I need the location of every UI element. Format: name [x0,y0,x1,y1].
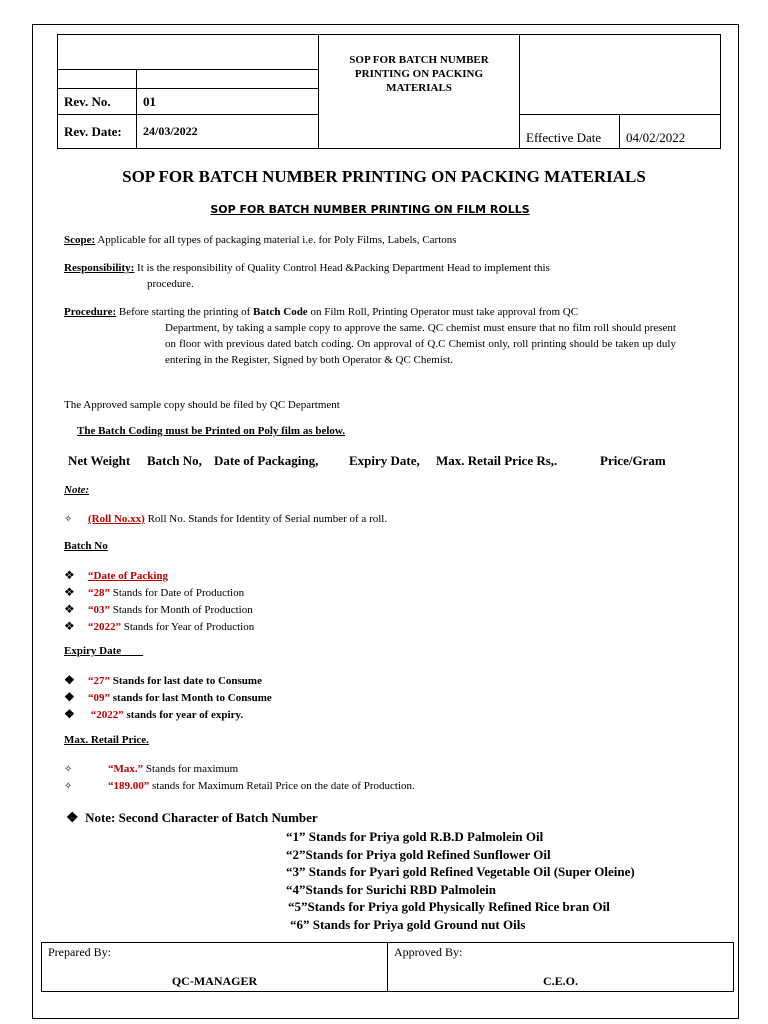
effective-date-value: 04/02/2022 [620,115,721,149]
list-item [64,601,254,618]
field-expiry-date: Expiry Date, [349,453,420,468]
list-item [64,778,415,795]
list-item: “1” Stands for Priya gold R.B.D Palmolein Oil [286,829,544,844]
expiry-code: “09” [88,692,110,704]
list-item [64,618,254,635]
batch-code: “Date of Packing [88,570,169,582]
responsibility-text: It is the responsibility of Quality Control Head &Packing Department Head to implement this [134,262,550,274]
roll-text: Roll No. Stands for Identity of Serial number of a roll. [144,513,388,525]
batch-no-list [64,567,254,635]
roll-code: (Roll No.xx) [88,513,145,525]
list-item [64,584,254,601]
mrp-code: “189.00” [108,780,150,792]
list-item [64,672,272,689]
prepared-by-name: QC-MANAGER [171,974,258,988]
batch-code: “2022” [88,621,121,633]
star-bullet-icon: ✧ [64,514,73,525]
second-char-note [66,810,318,827]
expiry-text: stands for year of expiry. [123,709,244,721]
field-date-packaging: Date of Packaging, [214,453,319,468]
procedure-rest: Department, by taking a sample copy to approve the same. QC chemist must ensure that no film roll should present on floor with previous dated batch coding. On approval of Q.C Chemist only, roll printing should be taken up duly entering in the Register, Signed by both Operator & QC Chemist. [165,322,676,366]
list-item: “6” Stands for Priya gold Ground nut Oils [290,916,526,932]
responsibility-label: Responsibility: [64,262,135,274]
list-item [64,761,415,778]
list-item [64,706,272,723]
header-blank-right [520,35,721,115]
mrp-list [64,761,415,795]
expiry-code: “27” [88,675,110,687]
roll-note [64,511,387,528]
list-item [64,689,272,706]
mrp-text: Stands for maximum [143,763,239,775]
batch-text: Stands for Month of Production [110,604,253,616]
sub-title: SOP FOR BATCH NUMBER PRINTING ON FILM ROLLS [210,203,530,216]
expiry-code: “2022” [90,709,124,721]
mrp-heading: Max. Retail Price. [64,734,149,746]
diamond-bullet-icon: ❖ [66,811,79,826]
footer-table [41,942,734,992]
rev-no-label: Rev. No. [58,89,137,115]
batch-no-heading: Batch No [64,540,108,552]
rev-date-label: Rev. Date: [58,115,137,149]
batch-text: Stands for Year of Production [121,621,255,633]
diamond-bullet-icon: ❖ [64,568,75,582]
procedure-bold: Batch Code [253,306,308,318]
procedure-pre: Before starting the printing of [116,306,253,318]
responsibility-paragraph [64,260,676,292]
expiry-heading [64,645,143,657]
star-bullet-icon: ✧ [64,781,73,792]
list-item: “2”Stands for Priya gold Refined Sunflower Oil [286,846,551,862]
procedure-label: Procedure: [64,306,117,318]
approved-by-label: Approved By: [394,945,463,959]
rev-date-value: 24/03/2022 [137,115,319,149]
mrp-code: “Max.” [108,763,144,775]
list-item [64,567,254,584]
expiry-text: stands for last Month to Consume [110,692,272,704]
prepared-by-label: Prepared By: [48,945,111,959]
batch-code: “03” [88,604,110,616]
responsibility-text-2: procedure. [147,278,194,290]
mrp-text: stands for Maximum Retail Price on the date of Production. [149,780,415,792]
header-blank-cell [58,70,137,89]
batch-coding-note: The Batch Coding must be Printed on Poly film as below. [77,425,345,437]
approved-by-cell [388,943,734,992]
batch-code: “28” [88,587,110,599]
batch-text: Stands for Date of Production [110,587,245,599]
header-blank-cell [137,70,319,89]
list-item: “5”Stands for Priya gold Physically Refined Rice bran Oil [288,899,610,914]
expiry-text: Stands for last date to Consume [110,675,262,687]
second-char-note-text: Note: Second Character of Batch Number [85,810,318,825]
header-title: SOP FOR BATCH NUMBER PRINTING ON PACKING MATERIALS [319,35,520,149]
main-title: SOP FOR BATCH NUMBER PRINTING ON PACKING MATERIALS [122,167,646,186]
field-mrp: Max. Retail Price Rs,. [436,453,558,468]
effective-date-label: Effective Date [520,115,620,149]
procedure-paragraph [64,304,676,368]
scope-paragraph [64,232,676,248]
list-item: “4”Stands for Surichi RBD Palmolein [286,881,496,897]
list-item: “3” Stands for Pyari gold Refined Vegetable Oil (Super Oleine) [286,864,635,879]
header-table [57,34,721,149]
field-batch-no: Batch No, [147,453,202,468]
diamond-bullet-icon: ❖ [64,602,75,616]
diamond-bullet-icon: ❖ [64,619,75,633]
prepared-by-cell [42,943,388,992]
diamond-bullet-icon: ❖ [64,690,75,704]
procedure-post: on Film Roll, Printing Operator must take approval from QC [307,306,579,318]
header-blank-cell [58,35,319,70]
approved-by-name: C.E.O. [542,974,578,988]
field-net-weight: Net Weight [68,453,131,468]
note-label: Note: [64,484,90,496]
diamond-bullet-icon: ❖ [64,673,75,687]
expiry-heading-text: Expiry Date [64,645,122,657]
star-bullet-icon: ✧ [64,764,73,775]
scope-label: Scope: [64,234,96,246]
rev-no-value: 01 [137,89,319,115]
expiry-list [64,672,272,723]
diamond-bullet-icon: ❖ [64,707,75,721]
field-price-gram: Price/Gram [600,453,666,468]
scope-text: Applicable for all types of packaging material i.e. for Poly Films, Labels, Cartons [95,234,457,246]
diamond-bullet-icon: ❖ [64,585,75,599]
approved-note: The Approved sample copy should be filed by QC Department [64,399,340,411]
